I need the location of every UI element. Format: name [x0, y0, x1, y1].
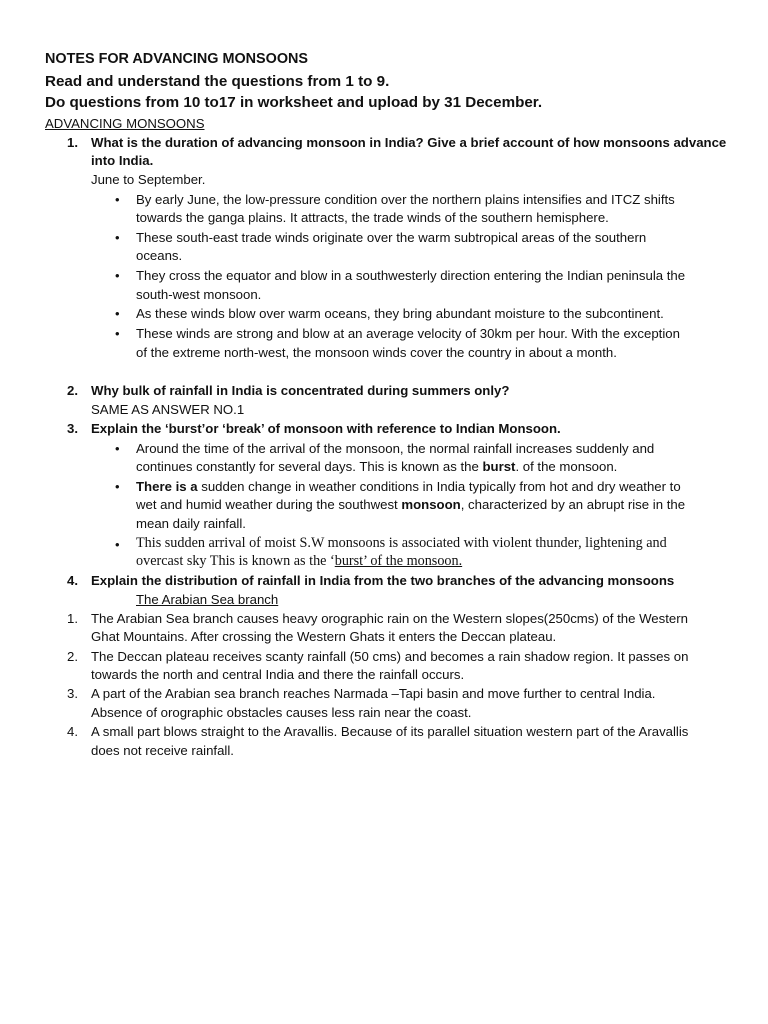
q4-item-4-line1: A small part blows straight to the Aravallis. Because of its parallel situation western part of the Aravallis [91, 724, 689, 739]
q3-bullet-3-line2: overcast sky This is known as the ‘burst’ of the monsoon. [136, 553, 463, 569]
q2-answer: SAME AS ANSWER NO.1 [91, 402, 245, 417]
q2-number: 2. [67, 383, 78, 398]
q3-bullet-3-line1: This sudden arrival of moist S.W monsoons is associated with violent thunder, lightening and [136, 535, 667, 551]
bullet-icon: • [115, 268, 120, 283]
q4-item-3-number: 3. [67, 686, 78, 701]
q1-bullet-4-line1: As these winds blow over warm oceans, they bring abundant moisture to the subcontinent. [136, 306, 664, 321]
q1-bullet-1-line1: By early June, the low-pressure condition over the northern plains intensifies and ITCZ shifts [136, 192, 675, 207]
q4-branch-heading: The Arabian Sea branch [136, 592, 279, 607]
q3-bullet-2-line1: There is a sudden change in weather conditions in India typically from hot and dry weather to [136, 479, 681, 494]
q1-bullet-5-line1: These winds are strong and blow at an average velocity of 30km per hour. With the exception [136, 326, 680, 341]
q1-answer: June to September. [91, 172, 206, 187]
bullet-icon: • [115, 326, 120, 341]
q3-bullet-2-line2: wet and humid weather during the southwest monsoon, characterized by an abrupt rise in the [136, 497, 686, 512]
q4-item-2-line2: towards the north and central India and there the rainfall occurs. [91, 667, 465, 682]
q4-item-3-line2: Absence of orographic obstacles causes less rain near the coast. [91, 705, 472, 720]
q1-bullet-3-line1: They cross the equator and blow in a southwesterly direction entering the Indian peninsula the [136, 268, 686, 283]
section-heading: ADVANCING MONSOONS [45, 116, 205, 131]
q3-question: Explain the ‘burst’or ‘break’ of monsoon with reference to Indian Monsoon. [91, 421, 561, 436]
page-title: NOTES FOR ADVANCING MONSOONS [45, 51, 309, 67]
q1-bullet-3-line2: south-west monsoon. [136, 287, 262, 302]
q4-item-2-number: 2. [67, 649, 78, 664]
q4-item-4-line2: does not receive rainfall. [91, 743, 234, 758]
q3-bullet-1-line1: Around the time of the arrival of the monsoon, the normal rainfall increases suddenly and [136, 441, 655, 456]
bullet-icon: • [115, 537, 120, 552]
q4-item-1-number: 1. [67, 611, 78, 626]
bullet-icon: • [115, 230, 120, 245]
bullet-icon: • [115, 192, 120, 207]
q3-bullet-2-line3: mean daily rainfall. [136, 516, 246, 531]
q4-item-2-line1: The Deccan plateau receives scanty rainfall (50 cms) and becomes a rain shadow region. It passes on [91, 649, 689, 664]
q1-number: 1. [67, 135, 78, 150]
q4-number: 4. [67, 573, 78, 588]
q1-question-line2: into India. [91, 153, 154, 168]
q3-bullet-1-line2: continues constantly for several days. This is known as the burst. of the monsoon. [136, 459, 618, 474]
instruction-do: Do questions from 10 to17 in worksheet and upload by 31 December. [45, 94, 543, 111]
q4-item-4-number: 4. [67, 724, 78, 739]
q4-item-3-line1: A part of the Arabian sea branch reaches Narmada –Tapi basin and move further to central India. [91, 686, 656, 701]
q1-bullet-5-line2: of the extreme north-west, the monsoon winds cover the country in about a month. [136, 345, 617, 360]
q4-item-1-line1: The Arabian Sea branch causes heavy orographic rain on the Western slopes(250cms) of the Western [91, 611, 688, 626]
q4-item-1-line2: Ghat Mountains. After crossing the Western Ghats it enters the Deccan plateau. [91, 629, 557, 644]
instruction-read: Read and understand the questions from 1 to 9. [45, 73, 390, 90]
q2-question: Why bulk of rainfall in India is concentrated during summers only? [91, 383, 510, 398]
q1-bullet-2-line2: oceans. [136, 248, 183, 263]
q1-bullet-2-line1: These south-east trade winds originate over the warm subtropical areas of the southern [136, 230, 647, 245]
q1-bullet-1-line2: towards the ganga plains. It attracts, the trade winds of the southern hemisphere. [136, 210, 609, 225]
bullet-icon: • [115, 441, 120, 456]
bullet-icon: • [115, 479, 120, 494]
q1-question-line1: What is the duration of advancing monsoon in India? Give a brief account of how monsoons advance [91, 135, 727, 150]
bullet-icon: • [115, 306, 120, 321]
q4-question: Explain the distribution of rainfall in India from the two branches of the advancing monsoons [91, 573, 675, 588]
q3-number: 3. [67, 421, 78, 436]
